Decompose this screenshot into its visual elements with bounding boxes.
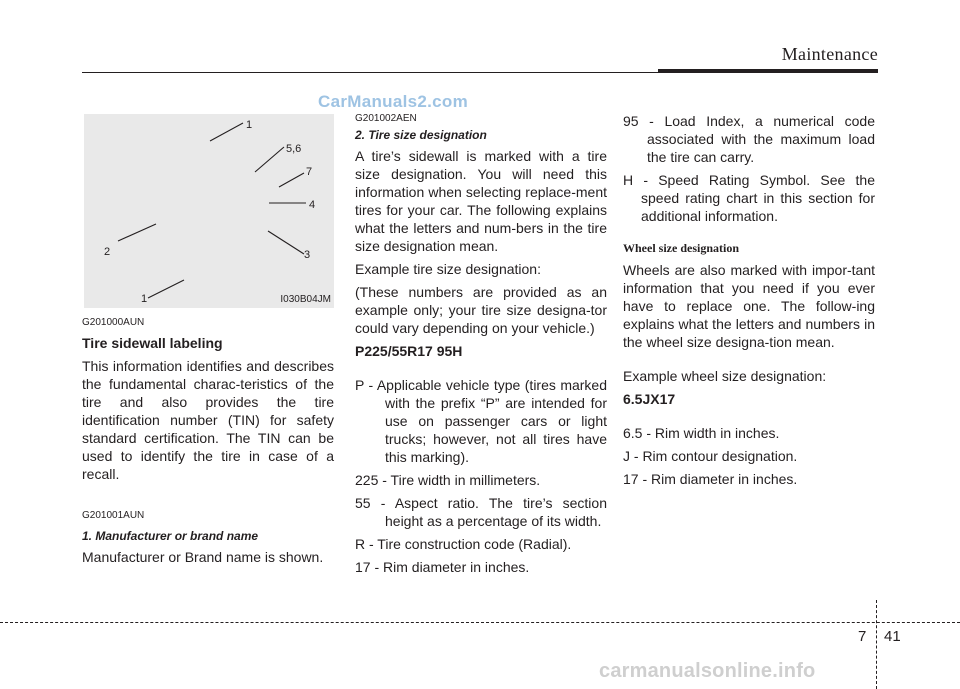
figure-label: 1 <box>246 119 253 131</box>
section-code: G201002AEN <box>355 113 417 124</box>
footer-dashed-divider <box>876 600 877 689</box>
leader-line-2 <box>118 224 156 241</box>
list-item: H - Speed Rating Symbol. See the speed rating chart in this section for additional information. <box>623 172 875 224</box>
watermark-top[interactable]: CarManuals2.com <box>318 92 468 111</box>
leader-line-1-top <box>210 123 243 141</box>
leader-line-5-6 <box>255 147 284 172</box>
chapter-number: 7 <box>858 628 867 645</box>
list-item: 225 - Tire width in millimeters. <box>355 472 541 488</box>
figure-label: 3 <box>304 249 311 261</box>
paragraph: Example wheel size designation: <box>623 368 827 384</box>
figure-label: 5,6 <box>286 143 302 155</box>
header-rule-thin <box>82 72 658 73</box>
list-item: 55 - Aspect ratio. The tire’s section height as a percentage of its width. <box>355 495 607 529</box>
column-2 <box>355 112 607 576</box>
figure-label: 7 <box>306 166 313 178</box>
leader-line-3 <box>268 231 304 254</box>
section-code: G201001AUN <box>82 510 145 521</box>
list-item: 17 - Rim diameter in inches. <box>623 471 798 487</box>
figure-label: 2 <box>104 246 111 258</box>
footer-dashed-rule <box>0 622 960 623</box>
paragraph: This information identifies and describes the fundamental charac-teristics of the tire and also provides the tire identification number (TIN) for safety standard certification. The TIN can be used to identify the tire in case of a recall. <box>82 358 334 482</box>
paragraph: Wheels are also marked with impor-tant information that you need if you ever have to replace one. The follow-ing explains what the letters and numbers in the wheel size designa-tion mean. <box>623 262 875 350</box>
figure-code: I030B04JM <box>280 294 331 305</box>
watermark-bottom[interactable]: carmanualsonline.info <box>599 660 816 682</box>
list-item: 17 - Rim diameter in inches. <box>355 559 530 575</box>
column-3 <box>623 112 875 488</box>
tire-sidewall-diagram <box>84 114 334 308</box>
example-wheel-size: 6.5JX17 <box>623 391 676 407</box>
list-item: 6.5 - Rim width in inches. <box>623 425 780 441</box>
list-item: P - Applicable vehicle type (tires marked with the prefix “P” are intended for use on passenger cars or light trucks; however, not all tires have this marking). <box>355 377 607 465</box>
paragraph: Manufacturer or Brand name is shown. <box>82 549 324 565</box>
leader-line-1-bottom <box>148 280 184 298</box>
header-rule-thick <box>658 69 878 73</box>
section-code: G201000AUN <box>82 317 145 328</box>
list-item: J - Rim contour designation. <box>623 448 798 464</box>
paragraph: Example tire size designation: <box>355 261 541 277</box>
column-1 <box>82 316 334 566</box>
tire-sidewall-figure <box>84 114 334 308</box>
heading-manufacturer: 1. Manufacturer or brand name <box>82 529 259 543</box>
heading-wheel-size-designation: Wheel size designation <box>623 241 739 255</box>
list-item: R - Tire construction code (Radial). <box>355 536 572 552</box>
example-tire-size: P225/55R17 95H <box>355 343 463 359</box>
heading-tire-sidewall-labeling: Tire sidewall labeling <box>82 335 223 351</box>
paragraph: (These numbers are provided as an example only; your tire size designa-tor could vary depending on your vehicle.) <box>355 284 607 336</box>
figure-label: 1 <box>141 293 148 305</box>
paragraph: A tire’s sidewall is marked with a tire size designation. You will need this information when selecting replace-ment tires for your car. The following explains what the letters and num-bers in the tire size designation mean. <box>355 148 607 254</box>
section-title: Maintenance <box>781 44 878 64</box>
figure-label: 4 <box>309 199 316 211</box>
leader-line-7 <box>279 173 304 187</box>
list-item: 95 - Load Index, a numerical code associated with the maximum load the tire can carry. <box>623 113 875 165</box>
page-number: 41 <box>884 628 901 645</box>
heading-tire-size-designation: 2. Tire size designation <box>355 128 487 142</box>
